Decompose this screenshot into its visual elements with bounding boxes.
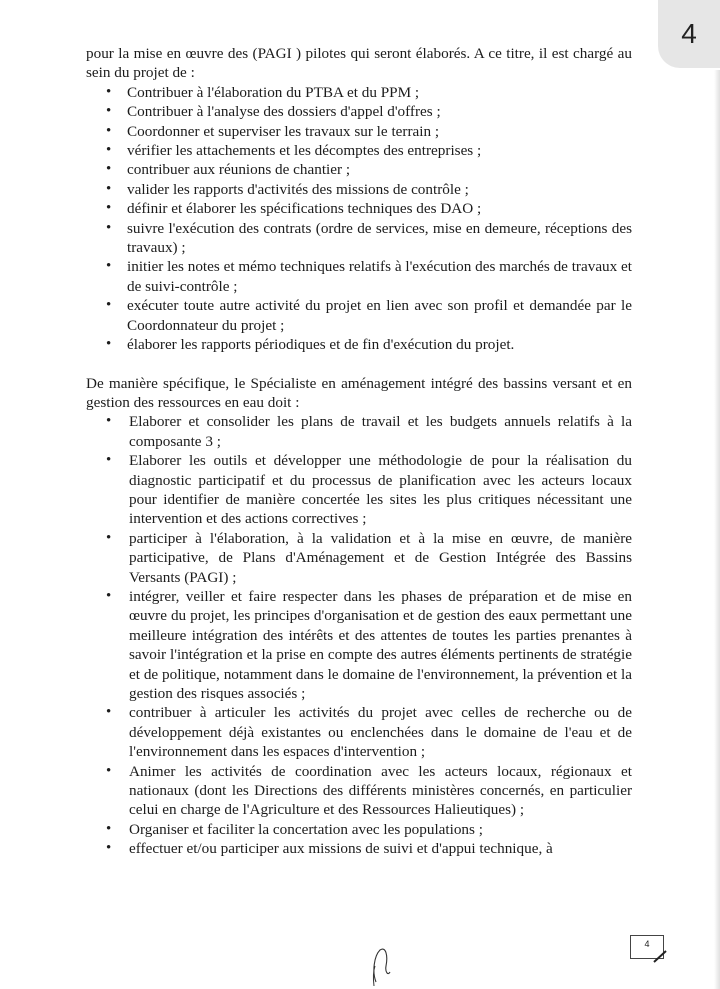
page-number-stamp: 4 — [630, 935, 664, 959]
list-item — [86, 820, 632, 839]
list-item-text: Coordonner et superviser les travaux sur le terrain ; — [127, 122, 440, 140]
list-item-text: exécuter toute autre activité du projet en lien avec son profil et demandée par le Coordonnateur du projet ; — [127, 297, 632, 334]
list-item-text: participer à l'élaboration, à la validation et à la mise en œuvre, de manière participative, de Plans d'Aménagement et de Gestion Intégrée des Bassins Versants (PAGI) ; — [129, 529, 632, 586]
bullet-icon: • — [106, 103, 112, 120]
bullet-icon: • — [106, 704, 112, 721]
intro-paragraph: pour la mise en œuvre des (PAGI ) pilotes qui seront élaborés. A ce titre, il est chargé au sein du projet de : — [86, 45, 632, 82]
list-item — [86, 839, 632, 858]
list-item — [86, 257, 632, 296]
document-body — [86, 44, 632, 859]
bullet-icon: • — [106, 180, 112, 197]
bullet-icon: • — [106, 161, 112, 178]
bullet-icon: • — [106, 452, 112, 469]
list-item-text: Elaborer et consolider les plans de travail et les budgets annuels relatifs à la composante 3 ; — [129, 413, 632, 450]
list-item — [86, 141, 632, 160]
bullet-icon: • — [106, 219, 112, 236]
list-item — [86, 122, 632, 141]
pen-mark-icon — [652, 948, 670, 964]
duties-list — [86, 83, 632, 355]
list-item — [86, 296, 632, 335]
page-number-badge: 4 — [658, 0, 720, 68]
list-item-text: vérifier les attachements et les décomptes des entreprises ; — [127, 142, 482, 160]
bullet-icon: • — [106, 762, 112, 779]
specific-duties-list — [86, 412, 632, 858]
list-item — [86, 180, 632, 199]
list-item — [86, 83, 632, 102]
list-item-text: définir et élaborer les spécifications techniques des DAO ; — [127, 200, 482, 218]
paragraph-spacer — [86, 355, 632, 374]
list-item — [86, 762, 632, 820]
bullet-icon: • — [106, 83, 112, 100]
bullet-icon: • — [106, 200, 112, 217]
bullet-icon: • — [106, 587, 112, 604]
bullet-icon: • — [106, 297, 112, 314]
bullet-icon: • — [106, 529, 112, 546]
bullet-icon: • — [106, 413, 112, 430]
list-item-text: effectuer et/ou participer aux missions de suivi et d'appui technique, à — [129, 840, 553, 858]
bullet-icon: • — [106, 142, 112, 159]
bullet-icon: • — [106, 840, 112, 857]
list-item — [86, 160, 632, 179]
list-item — [86, 335, 632, 354]
bullet-icon: • — [106, 122, 112, 139]
bullet-icon: • — [106, 258, 112, 275]
list-item-text: contribuer à articuler les activités du projet avec celles de recherche ou de développement déjà existantes ou enclenchées dans le domaine de l'eau et de l'environnement dans les espaces d'intervention ; — [129, 704, 632, 761]
list-item-text: intégrer, veiller et faire respecter dans les phases de préparation et de mise en œuvre du projet, les principes d'organisation et de gestion des eaux permettant une meilleure intégration des intérêts et des attentes de toutes les parties prenantes à savoir l'intégration et la prise en compte des autres éléments pertinents de stratégie et de politique, notamment dans le domaine de l'environnement, la prévention et la gestion des risques associés ; — [129, 587, 632, 702]
initials-signature — [362, 942, 402, 989]
list-item — [86, 219, 632, 258]
list-item-text: Elaborer les outils et développer une méthodologie de pour la réalisation du diagnostic participatif et du processus de planification avec les acteurs locaux pour identifier de manière concertée les sites les plus critiques nécessitant une intervention et des actions correctives ; — [129, 452, 632, 528]
list-item-text: contribuer aux réunions de chantier ; — [127, 161, 351, 179]
list-item-text: Contribuer à l'élaboration du PTBA et du PPM ; — [127, 83, 420, 101]
list-item — [86, 451, 632, 529]
list-item — [86, 199, 632, 218]
list-item-text: valider les rapports d'activités des missions de contrôle ; — [127, 180, 469, 198]
list-item-text: Organiser et faciliter la concertation avec les populations ; — [129, 820, 483, 838]
list-item — [86, 703, 632, 761]
list-item — [86, 529, 632, 587]
list-item-text: Animer les activités de coordination avec les acteurs locaux, régionaux et nationaux (dont les Directions des différents ministères concernés, en particulier celui en charge de l'Agriculture et des Ressources Halieutiques) ; — [129, 762, 632, 819]
bullet-icon: • — [106, 336, 112, 353]
list-item-text: Contribuer à l'analyse des dossiers d'appel d'offres ; — [127, 103, 441, 121]
list-item — [86, 102, 632, 121]
page-edge-shadow — [714, 70, 720, 989]
list-item-text: élaborer les rapports périodiques et de fin d'exécution du projet. — [127, 336, 515, 354]
bullet-icon: • — [106, 820, 112, 837]
list-item-text: suivre l'exécution des contrats (ordre de services, mise en demeure, réceptions des travaux) ; — [127, 219, 632, 257]
specific-duties-paragraph: De manière spécifique, le Spécialiste en aménagement intégré des bassins versant et en gestion des ressources en eau doit : — [86, 374, 632, 411]
list-item — [86, 412, 632, 451]
list-item — [86, 587, 632, 703]
list-item-text: initier les notes et mémo techniques relatifs à l'exécution des marchés de travaux et de suivi-contrôle ; — [127, 258, 633, 295]
